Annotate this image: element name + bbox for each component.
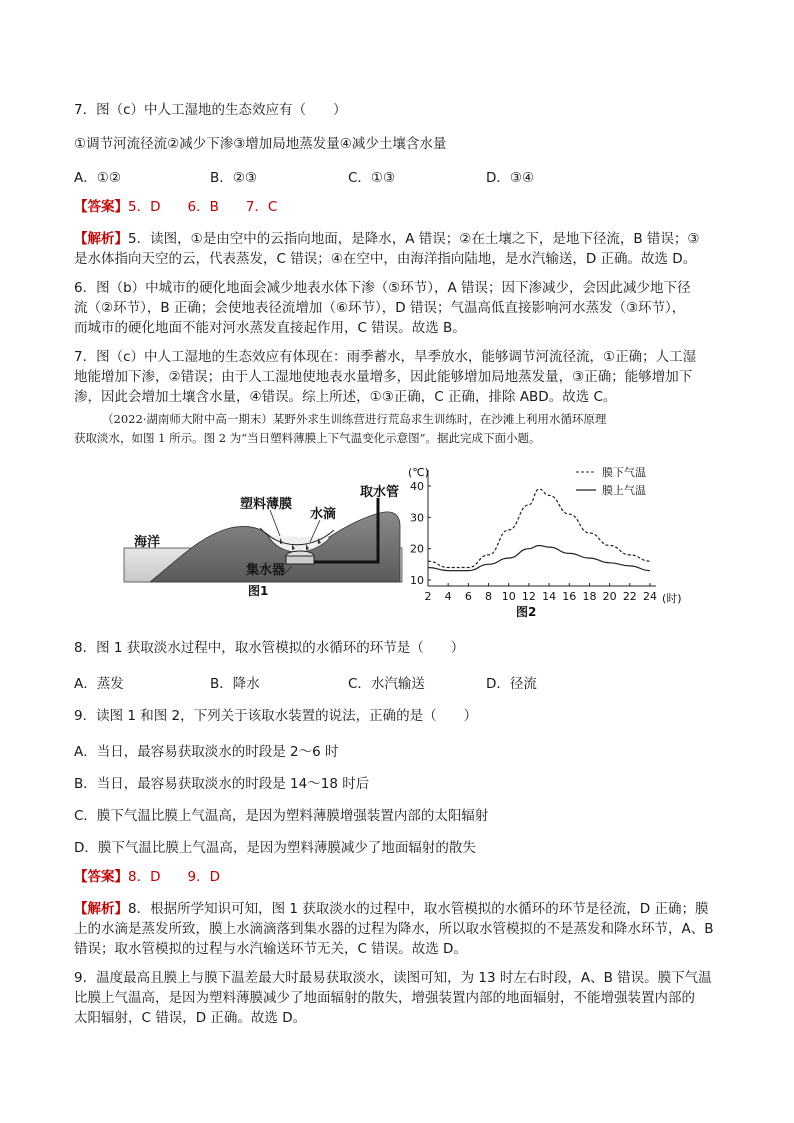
question-7 bbox=[74, 100, 720, 120]
analysis-5-line-1: 5．读图，①是由空中的云指向地面，是降水，A 错误；②在土壤之下，是地下径流，B 错误；③ bbox=[128, 231, 700, 247]
question-7-items bbox=[74, 134, 720, 154]
question-9-stem: 9．读图 1 和图 2，下列关于该取水装置的说法，正确的是（ ） bbox=[74, 708, 478, 724]
x-tick-label: 14 bbox=[542, 590, 557, 603]
figure-1-diagram bbox=[120, 478, 410, 608]
analysis-label: 【解析】 bbox=[74, 231, 128, 247]
analysis-5-line-2: 是水体指向天空的云，代表蒸发，C 错误；④在空中，由海洋指向陆地，是水汽输送，D 正确。故选 D。 bbox=[74, 251, 697, 267]
option-9c: C．膜下气温比膜上气温高，是因为塑料薄膜增强装置内部的太阳辐射 bbox=[74, 808, 489, 824]
y-unit-label: (℃) bbox=[408, 466, 429, 479]
analysis-7-line-2: 地能增加下渗，②错误；由于人工湿地使地表水量增多，因此能够增加局地蒸发量，③正确；能够增加下 bbox=[74, 369, 693, 385]
series-line-over-film bbox=[428, 546, 650, 571]
option-7b: B．②③ bbox=[210, 170, 257, 186]
analysis-label-2: 【解析】 bbox=[74, 901, 128, 917]
analysis-6-line-2: 流（②环节），B 正确；会使地表径流增加（⑥环节），D 错误；气温高低直接影响河水蒸发（③环节）， bbox=[74, 300, 686, 316]
analysis-8-line-2: 上的水滴是蒸发所致，膜上水滴滴落到集水器的过程为降水，所以取水管模拟的不是蒸发和降水环节，A、B bbox=[74, 921, 714, 937]
collector-body bbox=[286, 556, 314, 564]
y-tick-label: 10 bbox=[410, 574, 424, 587]
x-tick-label: 2 bbox=[424, 590, 432, 603]
label-ocean: 海洋 bbox=[134, 535, 161, 550]
series-line-under-film bbox=[428, 489, 650, 567]
analysis-block-2 bbox=[74, 899, 720, 959]
analysis-9-line-1: 9．温度最高且膜上与膜下温差最大时最易获取淡水，读图可知，为 13 时左右时段，A、B 错误。膜下气温 bbox=[74, 970, 712, 986]
answer-block-2 bbox=[74, 867, 720, 887]
analysis-6-line-1: 6．图（b）中城市的硬化地面会减少地表水体下渗（⑤环节），A 错误；因下渗减少，会因此减少地下径 bbox=[74, 280, 691, 296]
option-9b: B．当日，最容易获取淡水的时段是 14～18 时后 bbox=[74, 776, 370, 792]
option-9d: D．膜下气温比膜上气温高，是因为塑料薄膜减少了地面辐射的散失 bbox=[74, 840, 476, 856]
analysis-7 bbox=[74, 347, 720, 407]
analysis-8-line-3: 错误；取水管模拟的过程与水汽输送环节无关，C 错误。故选 D。 bbox=[74, 941, 467, 957]
option-7a: A．①② bbox=[74, 170, 121, 186]
intro-line-1: （2022·湖南师大附中高一期末）某野外求生训练营进行荒岛求生训练时，在沙滩上利用水循环原理 bbox=[102, 412, 607, 426]
material-intro bbox=[74, 410, 724, 448]
question-7-stem: 7．图（c）中人工湿地的生态效应有（ ） bbox=[74, 102, 347, 118]
x-tick-label: 18 bbox=[582, 590, 597, 603]
x-tick-label: 8 bbox=[485, 590, 493, 603]
answer-text: 5．D 6．B 7．C bbox=[128, 199, 278, 215]
option-7d: D．③④ bbox=[486, 170, 535, 186]
x-unit-label: (时) bbox=[662, 592, 682, 605]
answer-label-2: 【答案】 bbox=[74, 869, 128, 885]
y-tick-label: 40 bbox=[410, 480, 424, 493]
label-collector: 集水器 bbox=[246, 563, 286, 578]
y-tick-label: 20 bbox=[410, 542, 424, 556]
figure-2-caption: 图2 bbox=[516, 605, 537, 619]
x-tick-label: 12 bbox=[521, 590, 536, 603]
answer-block-1 bbox=[74, 197, 720, 217]
analysis-6 bbox=[74, 278, 720, 338]
label-film: 塑料薄膜 bbox=[240, 497, 293, 512]
x-tick-label: 4 bbox=[444, 590, 452, 603]
label-drops: 水滴 bbox=[310, 507, 337, 522]
option-8a: A．蒸发 bbox=[74, 676, 124, 692]
x-tick-label: 24 bbox=[643, 590, 657, 603]
analysis-7-line-1: 7．图（c）中人工湿地的生态效应有体现在：雨季蓄水，旱季放水，能够调节河流径流，①正确；人工湿 bbox=[74, 349, 697, 365]
label-pipe: 取水管 bbox=[360, 485, 400, 500]
figure-1-caption: 图1 bbox=[248, 584, 269, 598]
option-9a: A．当日，最容易获取淡水的时段是 2～6 时 bbox=[74, 744, 339, 760]
question-9 bbox=[74, 706, 720, 726]
legend-item-under: 膜下气温 bbox=[602, 466, 646, 479]
chart-lines bbox=[428, 489, 650, 570]
answer-label: 【答案】 bbox=[74, 199, 128, 215]
y-tick-label: 30 bbox=[410, 511, 424, 525]
option-8b: B．降水 bbox=[210, 676, 260, 692]
option-7c: C．①③ bbox=[348, 170, 396, 186]
figure-2-chart bbox=[400, 462, 690, 620]
legend-item-over: 膜上气温 bbox=[602, 484, 646, 497]
question-7-items-text: ①调节河流径流②减少下渗③增加局地蒸发量④减少土壤含水量 bbox=[74, 136, 447, 152]
analysis-8-line-1: 8．根据所学知识可知，图 1 获取淡水的过程中，取水管模拟的水循环的环节是径流，D 正确；膜 bbox=[128, 901, 709, 917]
analysis-9-line-2: 比膜上气温高，是因为塑料薄膜减少了地面辐射的散失，增强装置内部的地面辐射，不能增强装置内部的 bbox=[74, 990, 695, 1006]
question-8-stem: 8．图 1 获取淡水过程中，取水管模拟的水循环的环节是（ ） bbox=[74, 640, 465, 656]
analysis-block-1 bbox=[74, 229, 720, 269]
x-tick-label: 16 bbox=[562, 590, 577, 603]
analysis-9-line-3: 太阳辐射，C 错误，D 正确。故选 D。 bbox=[74, 1010, 307, 1026]
x-tick-label: 22 bbox=[622, 590, 637, 603]
x-tick-label: 6 bbox=[464, 590, 472, 603]
analysis-9 bbox=[74, 968, 720, 1028]
x-tick-label: 10 bbox=[501, 590, 516, 603]
answer-text-2: 8．D 9．D bbox=[128, 869, 220, 885]
option-8c: C．水汽输送 bbox=[348, 676, 425, 692]
analysis-7-line-3: 渗，因此会增加土壤含水量，④错误。综上所述，①③正确，C 正确，排除 ABD。故选 C。 bbox=[74, 389, 617, 405]
option-8d: D．径流 bbox=[486, 676, 537, 692]
x-tick-label: 20 bbox=[602, 590, 617, 603]
question-8 bbox=[74, 638, 720, 658]
analysis-6-line-3: 而城市的硬化地面不能对河水蒸发直接起作用，C 错误。故选 B。 bbox=[74, 320, 466, 336]
intro-line-2: 获取淡水，如图 1 所示。图 2 为“当日塑料薄膜上下气温变化示意图”。据此完成下面小题。 bbox=[74, 431, 541, 445]
film-leader bbox=[270, 510, 280, 536]
